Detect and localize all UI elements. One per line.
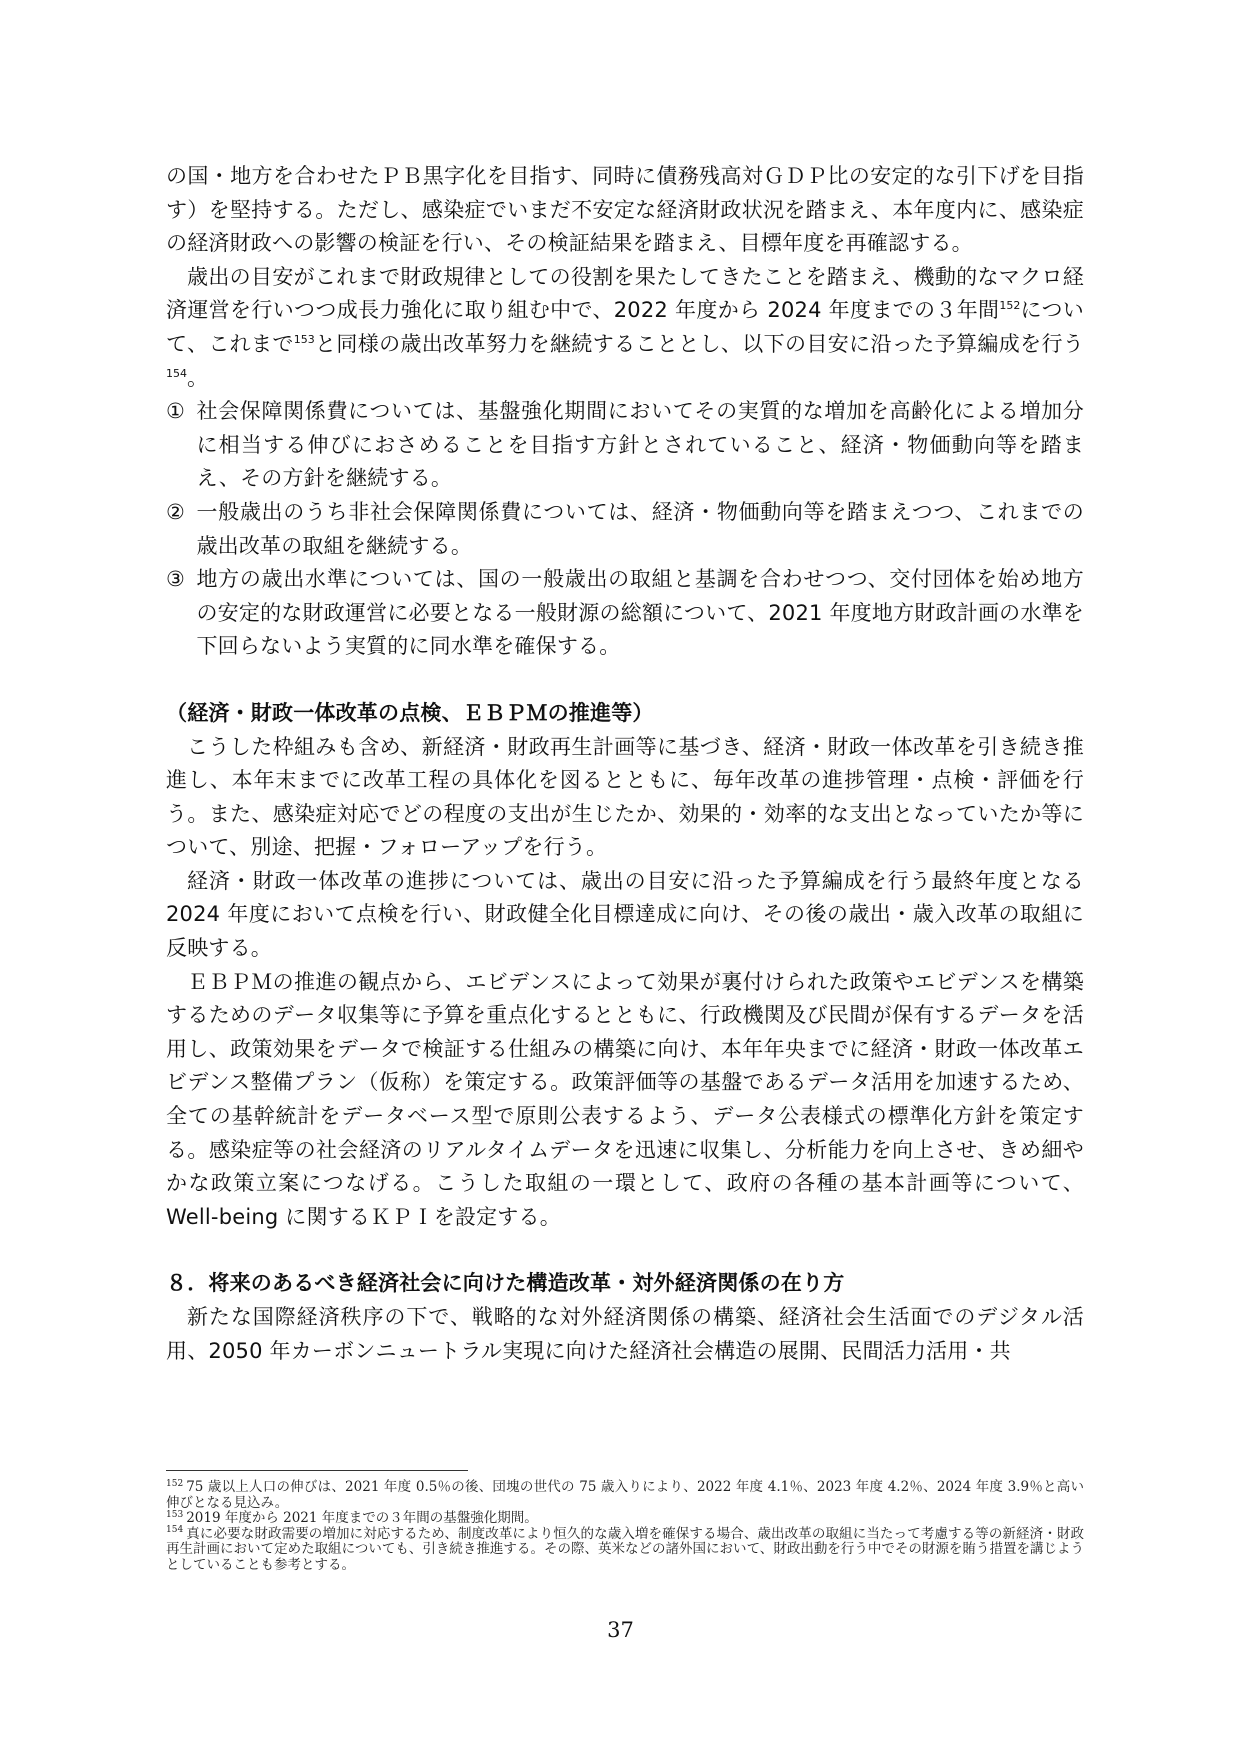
- footnote-text: 75 歳以上人口の伸びは、2021 年度 0.5％の後、団塊の世代の 75 歳入りにより、2022 年度 4.1％、2023 年度 4.2％、2024 年度 3.9％と高い伸びとなる見込み。: [166, 1479, 1084, 1511]
- footnote-ref-152[interactable]: 152: [999, 299, 1021, 313]
- paragraph-fiscal-target: の国・地方を合わせたＰＢ黒字化を目指す、同時に債務残高対ＧＤＰ比の安定的な引下げを目指す）を堅持する。ただし、感染症でいまだ不安定な経済財政状況を踏まえ、本年度内に、感染症の経済財政への影響の検証を行い、その検証結果を踏まえ、目標年度を再確認する。: [166, 164, 1084, 256]
- paragraph-text: 歳出の目安がこれまで財政規律としての役割を果たしてきたことを踏まえ、機動的なマクロ経済運営を行いつつ成長力強化に取り組む中で、2022 年度から 2024 年度までの３年間: [166, 264, 1084, 323]
- list-item-text: 地方の歳出水準については、国の一般歳出の取組と基調を合わせつつ、交付団体を始め地方の安定的な財政運営に必要となる一般財源の総額について、2021 年度地方財政計画の水準を下回らないよう実質的に同水準を確保する。: [196, 567, 1084, 659]
- footnote-ref-154[interactable]: 154: [166, 366, 187, 380]
- footnote-154: [166, 1527, 1084, 1574]
- subheading-ebpm: （経済・財政一体改革の点検、ＥＢＰＭの推進等）: [166, 700, 654, 725]
- footnote-number: 154: [166, 1525, 184, 1535]
- paragraph-text: について、これまで: [166, 298, 1084, 356]
- list-item-text: 一般歳出のうち非社会保障関係費については、経済・物価動向等を踏まえつつ、これまでの歳出改革の取組を継続する。: [196, 499, 1084, 558]
- paragraph-spending-guideline: [166, 261, 1084, 395]
- list-item: [166, 496, 1084, 563]
- footnote-ref-153[interactable]: 153: [293, 332, 315, 346]
- footnote-number: 152: [166, 1478, 184, 1489]
- paragraph-text: と同様の歳出改革努力を継続することとし、以下の目安に沿った予算編成を行う: [314, 331, 1085, 356]
- paragraph-ebpm-promotion: ＥＢＰＭの推進の観点から、エビデンスによって効果が裏付けられた政策やエビデンスを構築するためのデータ収集等に予算を重点化するとともに、行政機関及び民間が保有するデータを活用し、政策効果をデータで検証する仕組みの構築に向け、本年年央までに経済・財政一体改革エビデンス整備プラン（仮称）を策定する。政策評価等の基盤であるデータ活用を加速するため、全ての基幹統計をデータベース型で原則公表するよう、データ公表様式の標準化方針を策定する。感染症等の社会経済のリアルタイムデータを迅速に収集し、分析能力を向上させ、きめ細やかな政策立案につなげる。こうした取組の一環として、政府の各種の基本計画等について、Well-being に関するＫＰＩを設定する。: [166, 969, 1084, 1229]
- footnote-number: 153: [166, 1509, 184, 1520]
- footnote-divider: [166, 1470, 468, 1471]
- main-content: [166, 160, 1084, 1368]
- list-item: [166, 395, 1084, 496]
- page-number: 37: [607, 1618, 634, 1642]
- footnotes: [166, 1480, 1084, 1573]
- paragraph-text: 。: [187, 365, 209, 390]
- paragraph-reform-progress: 経済・財政一体改革の進捗については、歳出の目安に沿った予算編成を行う最終年度となる 2024 年度において点検を行い、財政健全化目標達成に向け、その後の歳出・歳入改革の取組に反映する。: [166, 868, 1084, 961]
- footnote-152: [166, 1480, 1084, 1511]
- footnote-153: [166, 1511, 1084, 1527]
- list-item: [166, 563, 1084, 664]
- section-heading-8: ８．将来のあるべき経済社会に向けた構造改革・対外経済関係の在り方: [166, 1271, 845, 1296]
- paragraph-structural-reform: 新たな国際経済秩序の下で、戦略的な対外経済関係の構築、経済社会生活面でのデジタル活用、2050 年カーボンニュートラル実現に向けた経済社会構造の展開、民間活力活用・共: [166, 1305, 1084, 1363]
- list-item-number: ①: [166, 399, 186, 424]
- footnote-text: 真に必要な財政需要の増加に対応するため、制度改革により恒久的な歳入増を確保する場合、歳出改革の取組に当たって考慮する等の新経済・財政再生計画において定めた取組についても、引き続き推進する。その際、英米などの諸外国において、財政出動を行う中でその財源を賄う措置を講じようとしていることも参考とする。: [166, 1525, 1084, 1573]
- footnote-text: 2019 年度から 2021 年度までの３年間の基盤強化期間。: [186, 1510, 538, 1526]
- paragraph-integrated-reform: こうした枠組みも含め、新経済・財政再生計画等に基づき、経済・財政一体改革を引き続き推進し、本年末までに改革工程の具体化を図るとともに、毎年改革の進捗管理・点検・評価を行う。また、感染症対応でどの程度の支出が生じたか、効果的・効率的な支出となっていたか等について、別途、把握・フォローアップを行う。: [166, 734, 1084, 860]
- list-item-number: ③: [166, 567, 186, 592]
- list-item-number: ②: [166, 499, 186, 524]
- list-item-text: 社会保障関係費については、基盤強化期間においてその実質的な増加を高齢化による増加分に相当する伸びにおさめることを目指す方針とされていること、経済・物価動向等を踏まえ、その方針を継続する。: [196, 399, 1084, 491]
